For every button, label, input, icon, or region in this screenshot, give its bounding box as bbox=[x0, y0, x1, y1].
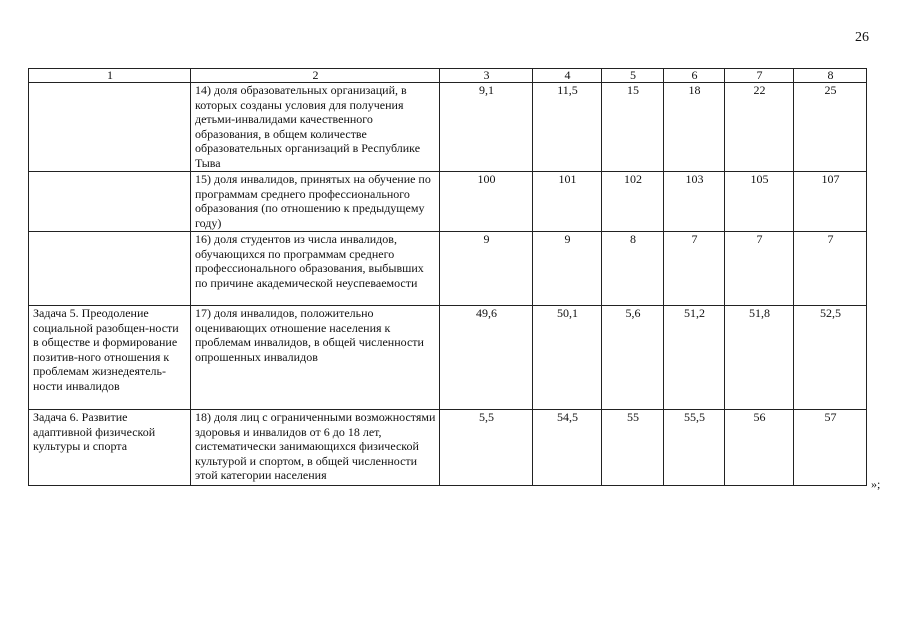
header-cell: 8 bbox=[794, 69, 867, 83]
header-cell: 7 bbox=[725, 69, 794, 83]
value-cell: 49,6 bbox=[440, 306, 533, 410]
header-cell: 6 bbox=[664, 69, 725, 83]
table-row bbox=[29, 232, 867, 306]
value-cell: 5,5 bbox=[440, 410, 533, 486]
value-cell: 7 bbox=[794, 232, 867, 306]
indicator-cell: 15) доля инвалидов, принятых на обучение по программам среднего профессионального образования (по отношению к предыдущему году) bbox=[191, 172, 440, 232]
indicator-cell: 17) доля инвалидов, положительно оценивающих отношение населения к проблемам инвалидов, в общей численности опрошенных инвалидов bbox=[191, 306, 440, 410]
header-cell: 5 bbox=[602, 69, 664, 83]
value-cell: 25 bbox=[794, 83, 867, 172]
task-cell: Задача 6. Развитие адаптивной физической культуры и спорта bbox=[29, 410, 191, 486]
value-cell: 11,5 bbox=[533, 83, 602, 172]
value-cell: 50,1 bbox=[533, 306, 602, 410]
value-cell: 7 bbox=[664, 232, 725, 306]
value-cell: 57 bbox=[794, 410, 867, 486]
value-cell: 103 bbox=[664, 172, 725, 232]
value-cell: 55,5 bbox=[664, 410, 725, 486]
value-cell: 22 bbox=[725, 83, 794, 172]
indicator-cell: 18) доля лиц с ограниченными возможностями здоровья и инвалидов от 6 до 18 лет, систематически занимающихся физической культурой и спортом, в общей численности этой категории населения bbox=[191, 410, 440, 486]
value-cell: 55 bbox=[602, 410, 664, 486]
table-row bbox=[29, 83, 867, 172]
value-cell: 15 bbox=[602, 83, 664, 172]
header-cell: 4 bbox=[533, 69, 602, 83]
value-cell: 52,5 bbox=[794, 306, 867, 410]
task-cell bbox=[29, 232, 191, 306]
header-row bbox=[29, 69, 867, 83]
value-cell: 54,5 bbox=[533, 410, 602, 486]
value-cell: 51,2 bbox=[664, 306, 725, 410]
value-cell: 56 bbox=[725, 410, 794, 486]
value-cell: 105 bbox=[725, 172, 794, 232]
value-cell: 51,8 bbox=[725, 306, 794, 410]
value-cell: 7 bbox=[725, 232, 794, 306]
closing-quote-mark: »; bbox=[871, 477, 881, 491]
table-row bbox=[29, 306, 867, 410]
task-cell bbox=[29, 172, 191, 232]
header-cell: 1 bbox=[29, 69, 191, 83]
task-cell bbox=[29, 83, 191, 172]
value-cell: 100 bbox=[440, 172, 533, 232]
header-cell: 3 bbox=[440, 69, 533, 83]
header-cell: 2 bbox=[191, 69, 440, 83]
value-cell: 102 bbox=[602, 172, 664, 232]
page-number: 26 bbox=[855, 30, 869, 45]
indicator-cell: 14) доля образовательных организаций, в которых созданы условия для получения детьми-инвалидами качественного образования, в общем количестве образовательных организаций в Республике Тыва bbox=[191, 83, 440, 172]
value-cell: 18 bbox=[664, 83, 725, 172]
value-cell: 8 bbox=[602, 232, 664, 306]
value-cell: 101 bbox=[533, 172, 602, 232]
value-cell: 9 bbox=[440, 232, 533, 306]
task-cell: Задача 5. Преодоление социальной разобщен-ности в обществе и формирование позитив-ного отношения к проблемам жизнедеятель-ности инвалидов bbox=[29, 306, 191, 410]
value-cell: 9 bbox=[533, 232, 602, 306]
indicator-cell: 16) доля студентов из числа инвалидов, обучающихся по программам среднего профессионального образования, выбывших по причине академической неуспеваемости bbox=[191, 232, 440, 306]
value-cell: 107 bbox=[794, 172, 867, 232]
value-cell: 5,6 bbox=[602, 306, 664, 410]
value-cell: 9,1 bbox=[440, 83, 533, 172]
indicator-table bbox=[28, 68, 867, 486]
table-row bbox=[29, 410, 867, 486]
table-row bbox=[29, 172, 867, 232]
